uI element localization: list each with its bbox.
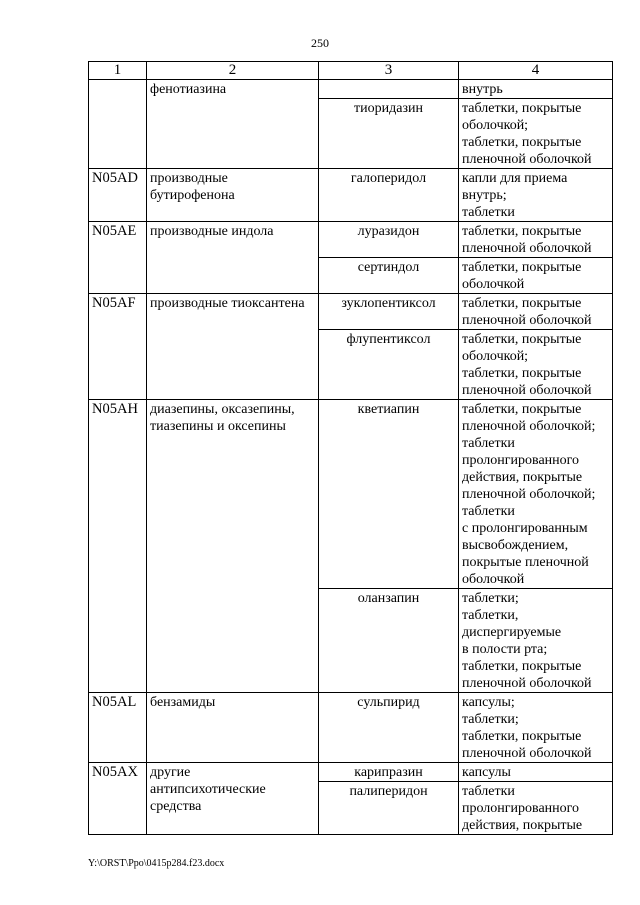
group-name-line: тиазепины и оксепины [150,419,286,434]
dosage-form-line: таблетки [462,504,515,519]
dosage-form-line: оболочкой; [462,118,529,133]
dosage-form-line: таблетки [462,205,515,220]
dosage-form-line: оболочкой [462,572,525,587]
dosage-form-line: таблетки, покрытые [462,224,582,239]
dosage-form-line: таблетки [462,784,515,799]
drug-name-cell: карипразин [319,763,459,782]
drug-name-cell: сульпирид [319,693,459,763]
dosage-form-line: пленочной оболочкой [462,152,592,167]
group-name-cell [147,294,319,400]
footer-file-path: Y:\ORST\Ppo\0415p284.f23.docx [88,858,225,869]
dosage-form-line: таблетки, покрытые [462,101,582,116]
group-name-line: диазепины, оксазепины, [150,402,295,417]
drug-name-cell: сертиндол [319,258,459,294]
group-name-line: производные тиоксантена [150,296,305,311]
dosage-form-line: таблетки, покрытые [462,260,582,275]
dosage-form-line: действия, покрытые [462,818,583,833]
drug-name-cell: палиперидон [319,782,459,835]
group-name-cell [147,693,319,763]
atc-code-cell [89,80,147,169]
dosage-form-cell [459,693,613,763]
drug-table [88,61,613,835]
dosage-form-cell [459,294,613,330]
group-name-cell [147,400,319,693]
atc-code-cell: N05AE [89,222,147,294]
dosage-form-line: пленочной оболочкой [462,676,592,691]
dosage-form-line: внутрь; [462,188,507,203]
dosage-form-line: с пролонгированным [462,521,588,536]
dosage-form-line: капсулы; [462,695,515,710]
dosage-form-line: таблетки, покрытые [462,366,582,381]
dosage-form-line: таблетки, покрытые [462,402,582,417]
drug-name-cell: зуклопентиксол [319,294,459,330]
dosage-form-line: таблетки, покрытые [462,659,582,674]
dosage-form-line: таблетки [462,436,515,451]
group-name-cell [147,222,319,294]
atc-code-cell: N05AL [89,693,147,763]
header-col-4: 4 [459,62,613,80]
table-row [89,400,613,589]
dosage-form-cell [459,330,613,400]
group-name-cell [147,80,319,169]
group-name-line: производные [150,171,228,186]
dosage-form-cell [459,258,613,294]
drug-name-cell: галоперидол [319,169,459,222]
dosage-form-line: пролонгированного [462,801,580,816]
dosage-form-cell [459,400,613,589]
table-row [89,222,613,258]
table-row [89,294,613,330]
dosage-form-line: таблетки, [462,608,519,623]
group-name-line: бутирофенона [150,188,235,203]
drug-name-cell: луразидон [319,222,459,258]
atc-code-cell: N05AD [89,169,147,222]
dosage-form-cell [459,222,613,258]
table-row [89,693,613,763]
dosage-form-cell [459,763,613,782]
table-header-row [89,62,613,80]
dosage-form-line: действия, покрытые [462,470,583,485]
dosage-form-line: таблетки; [462,591,519,606]
group-name-cell [147,763,319,835]
table-row [89,169,613,222]
dosage-form-line: таблетки, покрытые [462,332,582,347]
table-row [89,763,613,782]
dosage-form-line: оболочкой; [462,349,529,364]
dosage-form-line: внутрь [462,82,503,97]
dosage-form-line: таблетки, покрытые [462,729,582,744]
dosage-form-line: пролонгированного [462,453,580,468]
dosage-form-line: в полости рта; [462,642,548,657]
group-name-line: бензамиды [150,695,216,710]
group-name-cell [147,169,319,222]
dosage-form-cell [459,782,613,835]
drug-name-cell: оланзапин [319,589,459,693]
drug-name-cell: кветиапин [319,400,459,589]
header-col-3: 3 [319,62,459,80]
dosage-form-line: пленочной оболочкой; [462,487,596,502]
atc-code-cell: N05AX [89,763,147,835]
dosage-form-cell [459,589,613,693]
group-name-line: антипсихотические [150,782,266,797]
dosage-form-line: диспергируемые [462,625,562,640]
header-col-1: 1 [89,62,147,80]
dosage-form-line: таблетки; [462,712,519,727]
dosage-form-line: пленочной оболочкой [462,746,592,761]
page-number: 250 [311,36,329,50]
dosage-form-cell [459,169,613,222]
dosage-form-line: таблетки, покрытые [462,135,582,150]
atc-code-cell: N05AF [89,294,147,400]
dosage-form-line: пленочной оболочкой [462,313,592,328]
group-name-line: средства [150,799,202,814]
drug-name-cell: тиоридазин [319,99,459,169]
dosage-form-line: капли для приема [462,171,568,186]
drug-name-cell: флупентиксол [319,330,459,400]
group-name-line: производные индола [150,224,274,239]
dosage-form-line: пленочной оболочкой; [462,419,596,434]
dosage-form-line: таблетки, покрытые [462,296,582,311]
dosage-form-line: покрытые пленочной [462,555,589,570]
dosage-form-line: оболочкой [462,277,525,292]
dosage-form-line: пленочной оболочкой [462,241,592,256]
group-name-line: фенотиазина [150,82,227,97]
dosage-form-line: высвобождением, [462,538,569,553]
group-name-line: другие [150,765,191,780]
table-row [89,80,613,99]
dosage-form-cell [459,80,613,99]
dosage-form-line: пленочной оболочкой [462,383,592,398]
header-col-2: 2 [147,62,319,80]
dosage-form-cell [459,99,613,169]
atc-code-cell: N05AH [89,400,147,693]
dosage-form-line: капсулы [462,765,511,780]
drug-name-cell [319,80,459,99]
